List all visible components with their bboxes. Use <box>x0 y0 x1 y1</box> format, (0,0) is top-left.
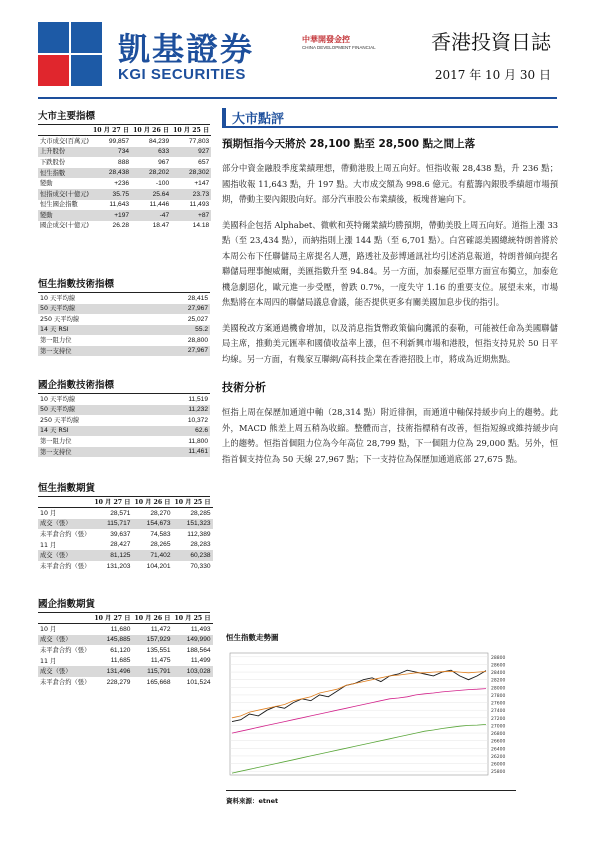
row-value: 145,885 <box>92 635 132 646</box>
row-value: 26.28 <box>112 222 130 230</box>
report-date: 2017 年 10 月 30 日 <box>434 68 551 82</box>
table-row <box>38 656 213 667</box>
hsi-futures-table <box>38 497 213 572</box>
row-value: 25.64 <box>131 189 171 200</box>
hsi-technical-block <box>38 276 210 356</box>
market-commentary-band <box>222 108 558 128</box>
row-value: 77,803 <box>189 137 210 145</box>
row-label: 變動 <box>38 210 91 221</box>
row-label: 第一阻力位 <box>40 336 72 344</box>
row-value: 81,125 <box>92 550 132 561</box>
table-row <box>38 394 210 405</box>
kgi-logo <box>38 22 102 86</box>
row-value: 28,283 <box>190 541 211 549</box>
table-row <box>38 314 210 325</box>
market-indicators-block <box>38 108 210 231</box>
row-value: 115,791 <box>132 666 172 677</box>
row-label: 250 天平均線 <box>40 416 80 424</box>
row-label: 下跌股份 <box>40 158 66 166</box>
row-value: 633 <box>131 147 171 158</box>
y-tick-label: 28200 <box>491 678 506 684</box>
table-header-date: 10 月 25 日 <box>171 125 211 136</box>
row-value: +147 <box>194 179 210 187</box>
market-commentary-title: 大市點評 <box>232 112 285 127</box>
row-value: 99,857 <box>108 137 130 145</box>
row-value: 28,302 <box>171 168 211 179</box>
row-label: 未平倉合約（張） <box>40 646 91 654</box>
y-tick-label: 28600 <box>491 663 506 669</box>
y-tick-label: 26600 <box>491 739 506 745</box>
row-label: 大市成交(百萬元) <box>40 137 89 145</box>
row-value: 11,499 <box>190 657 211 665</box>
table-row <box>38 157 211 168</box>
y-tick-label: 26400 <box>491 747 506 753</box>
row-value: 103,028 <box>173 666 213 677</box>
row-label: 14 天 RSI <box>38 426 148 437</box>
table-row <box>38 415 210 426</box>
table-row <box>38 666 213 677</box>
row-label: 第一支持位 <box>38 346 148 357</box>
row-label: 11 月 <box>40 541 57 549</box>
table-header-date: 10 月 26 日 <box>132 613 172 624</box>
table-row <box>38 335 210 346</box>
chart-title: 恒生指數走勢圖 <box>226 633 279 642</box>
row-label: 第一支持位 <box>38 447 148 458</box>
row-value: 71,402 <box>132 550 172 561</box>
table-row <box>38 677 213 688</box>
table-row <box>38 645 213 656</box>
row-label: 14 天 RSI <box>38 325 148 336</box>
table-row <box>38 168 211 179</box>
chart-footer-divider <box>226 790 516 791</box>
table-row <box>38 136 211 147</box>
table-row <box>38 436 210 447</box>
row-value: 115,717 <box>92 519 132 530</box>
market-indicators-title: 大市主要指標 <box>38 108 210 125</box>
y-tick-label: 28800 <box>491 655 506 661</box>
row-value: 157,929 <box>132 635 172 646</box>
table-row <box>38 210 211 221</box>
technical-analysis-paragraph: 恒指上周在保歷加通道中軸（28,314 點）附近徘徊，而通道中軸保持緩步向上的趨勢。此外，MACD 熊差上周五稍為收縮。整體而言，技術指標稍有改善，恒指短線或維持緩步向上的趨勢。恒指首個阻力位為今年高位 28,799 點，下一個阻力位為 29,000 點。另外，恒指首個支持位為 50 天線 27,967 點；下一支持位為保歷加通道底部 27,675 點。 <box>222 407 558 464</box>
table-row <box>38 200 211 211</box>
row-value: -100 <box>155 179 170 187</box>
row-value: 11,680 <box>110 625 131 633</box>
row-value: 104,201 <box>146 562 171 570</box>
row-label: 上升股份 <box>38 147 91 158</box>
row-value: +87 <box>171 210 211 221</box>
row-value: 27,967 <box>148 304 210 315</box>
row-value: 888 <box>118 158 130 166</box>
table-row <box>38 426 210 437</box>
row-label: 第一阻力位 <box>40 437 72 445</box>
header-divider <box>38 97 557 99</box>
y-tick-label: 27000 <box>491 724 506 730</box>
row-value: 61,120 <box>110 646 131 654</box>
logo-block <box>38 55 69 86</box>
row-value: 28,285 <box>190 509 211 517</box>
row-label: 未平倉合約（張） <box>40 530 91 538</box>
row-value: 11,493 <box>190 625 211 633</box>
commentary-paragraph: 部分中資金融股季度業績理想，帶動港股上周五向好。恒指收報 28,438 點，升 236 點；國指收報 11,643 點，升 197 點。大市成交額為 998.6 億元。有藍籌內銀股季績超市場預期，帶動主要內銀股向好。部分汽車股公布業績後，板塊普遍向下。 <box>222 163 558 204</box>
y-tick-label: 25800 <box>491 770 506 776</box>
table-row <box>38 346 210 357</box>
row-label: 10 月 <box>40 625 57 633</box>
report-title: 香港投資日誌 <box>431 30 551 54</box>
hsi-technical-table <box>38 293 210 356</box>
table-row <box>38 540 213 551</box>
row-value: 131,496 <box>92 666 132 677</box>
row-label: 250 天平均線 <box>40 315 80 323</box>
table-row <box>38 325 210 336</box>
row-label: 50 天平均線 <box>38 405 148 416</box>
y-tick-label: 28400 <box>491 671 506 677</box>
row-value: +197 <box>91 210 131 221</box>
brand-name-en: KGI SECURITIES <box>118 66 246 83</box>
table-row <box>38 624 213 635</box>
hscei-technical-table <box>38 394 210 457</box>
table-row <box>38 221 211 232</box>
hscei-futures-block <box>38 596 210 688</box>
row-value: 14.18 <box>192 222 210 230</box>
y-tick-label: 26800 <box>491 732 506 738</box>
row-value: 657 <box>198 158 210 166</box>
row-label: 恒指成交(十億元) <box>40 190 89 198</box>
row-label: 10 天平均線 <box>40 395 76 403</box>
table-header-date: 10 月 26 日 <box>132 497 172 508</box>
row-value: 11,232 <box>148 405 210 416</box>
row-label: 10 天平均線 <box>40 294 76 302</box>
hscei-technical-title: 國企指數技術指標 <box>38 377 210 394</box>
hscei-technical-block <box>38 377 210 457</box>
table-row <box>38 635 213 646</box>
table-row <box>38 519 213 530</box>
row-value: 165,668 <box>146 678 171 686</box>
row-label: 未平倉合約（張） <box>40 678 91 686</box>
chart-plot <box>226 643 522 781</box>
y-tick-label: 28000 <box>491 686 506 692</box>
row-label: 變動 <box>40 180 53 188</box>
row-value: 28,800 <box>187 336 208 344</box>
row-value: 131,203 <box>106 562 131 570</box>
row-label: 恒生國企指數 <box>40 201 78 209</box>
row-label: 11 月 <box>40 657 57 665</box>
row-value: 11,643 <box>109 201 130 209</box>
row-value: 228,279 <box>106 678 131 686</box>
table-row <box>38 405 210 416</box>
logo-block <box>71 22 102 53</box>
row-value: 11,493 <box>189 201 210 209</box>
row-value: 62.6 <box>148 426 210 437</box>
table-header-date: 10 月 25 日 <box>173 497 213 508</box>
y-tick-label: 27600 <box>491 701 506 707</box>
hscei-futures-table <box>38 613 213 688</box>
table-row <box>38 561 213 572</box>
row-label: 成交（張） <box>38 550 92 561</box>
row-value: 10,372 <box>187 416 208 424</box>
row-value: 11,446 <box>149 201 170 209</box>
table-header-blank <box>38 497 92 508</box>
row-value: 734 <box>91 147 131 158</box>
row-value: 135,551 <box>146 646 171 654</box>
brand-name-cn: 凱基證券 <box>118 30 255 68</box>
row-value: 74,583 <box>150 530 171 538</box>
row-value: 28,427 <box>110 541 131 549</box>
row-value: 28,265 <box>150 541 171 549</box>
row-value: 11,461 <box>148 447 210 458</box>
table-header-date: 10 月 27 日 <box>92 497 132 508</box>
row-value: 112,389 <box>187 530 211 538</box>
table-row <box>38 550 213 561</box>
table-header-date: 10 月 27 日 <box>92 613 132 624</box>
row-value: 149,990 <box>173 635 213 646</box>
row-value: 188,564 <box>186 646 211 654</box>
table-row <box>38 529 213 540</box>
logo-block <box>38 22 69 53</box>
row-value: 84,239 <box>148 137 170 145</box>
row-value: 39,637 <box>110 530 131 538</box>
y-tick-label: 27800 <box>491 693 506 699</box>
row-value: 60,238 <box>173 550 213 561</box>
chart-source: 資料來源：etnet <box>226 797 279 805</box>
row-value: 11,685 <box>110 657 131 665</box>
row-value: 11,475 <box>150 657 171 665</box>
hsi-chart <box>226 632 522 782</box>
table-header-date: 10 月 26 日 <box>131 125 171 136</box>
table-row <box>38 293 210 304</box>
parent-company-en: CHINA DEVELOPMENT FINANCIAL <box>302 45 376 50</box>
table-row <box>38 147 211 158</box>
row-value: 70,330 <box>190 562 211 570</box>
y-tick-label: 26000 <box>491 762 506 768</box>
market-indicators-table <box>38 125 211 231</box>
row-value: 27,967 <box>148 346 210 357</box>
table-header-date: 10 月 27 日 <box>91 125 131 136</box>
row-value: 11,472 <box>150 625 171 633</box>
row-label: 成交（張） <box>38 635 92 646</box>
hsi-futures-block <box>38 480 210 572</box>
hsi-futures-title: 恒生指數期貨 <box>38 480 210 497</box>
row-label: 恒生指數 <box>38 168 91 179</box>
row-label: 成交（張） <box>38 666 92 677</box>
row-value: 55.2 <box>148 325 210 336</box>
row-label: 國企成交(十億元) <box>40 222 89 230</box>
row-value: 11,519 <box>188 395 208 403</box>
logo-block <box>71 55 102 86</box>
row-value: 11,800 <box>188 437 208 445</box>
commentary-paragraph: 美國科企包括 Alphabet、微軟和英特爾業績均勝預期，帶動美股上周五向好。道指上漲 33 點（至 23,434 點），而納指則上漲 144 點（至 6,701 點）。白宮確認美國總統特朗普將於本周公布下任聯儲局主席提名人選，路透社及彭博通訊社均引述消息報道，特朗普傾向提名聯儲局理事鮑威爾，美匯指數升至 94.84。另一方面，加泰羅尼亞單方面宣布獨立，加泰危機急劇惡化，歐元進一步受壓，曾跌 0.7%，一度失守 1.16 的重要支位。展望未來，市場焦點將在本周四的聯儲局議息會議，能否提供更多有關美國加息步伐的指引。 <box>222 219 558 307</box>
y-tick-label: 27200 <box>491 716 506 722</box>
row-value: 28,415 <box>187 294 208 302</box>
row-value: 25,027 <box>187 315 208 323</box>
table-row <box>38 447 210 458</box>
y-tick-label: 27400 <box>491 709 506 715</box>
table-header-blank <box>38 125 91 136</box>
row-value: 18.47 <box>152 222 170 230</box>
row-label: 10 月 <box>40 509 57 517</box>
row-value: 154,673 <box>132 519 172 530</box>
y-tick-label: 26200 <box>491 754 506 760</box>
table-header-blank <box>38 613 92 624</box>
row-value: 28,571 <box>110 509 131 517</box>
row-value: 35.75 <box>91 189 131 200</box>
commentary-headline: 預期恒指今天將於 28,100 點至 28,500 點之間上落 <box>222 138 476 150</box>
row-label: 成交（張） <box>38 519 92 530</box>
row-value: 28,202 <box>131 168 171 179</box>
commentary-column <box>222 108 558 467</box>
row-value: 101,524 <box>186 678 211 686</box>
row-value: 967 <box>158 158 170 166</box>
table-header-date: 10 月 25 日 <box>173 613 213 624</box>
row-value: 23.73 <box>171 189 211 200</box>
row-value: 927 <box>171 147 211 158</box>
hscei-futures-title: 國企指數期貨 <box>38 596 210 613</box>
hsi-technical-title: 恒生指數技術指標 <box>38 276 210 293</box>
table-row <box>38 508 213 519</box>
row-label: 未平倉合約（張） <box>40 562 91 570</box>
table-row <box>38 304 210 315</box>
row-value: +236 <box>114 179 130 187</box>
technical-analysis-title: 技術分析 <box>222 381 266 394</box>
table-row <box>38 189 211 200</box>
row-value: 151,323 <box>173 519 213 530</box>
table-row <box>38 178 211 189</box>
parent-company-cn: 中華開發金控 <box>302 35 350 44</box>
row-value: 28,270 <box>150 509 171 517</box>
row-label: 50 天平均線 <box>38 304 148 315</box>
row-value: -47 <box>131 210 171 221</box>
commentary-paragraph: 美國稅改方案通過機會增加，以及消息指貨幣政策偏向鷹派的泰勒，可能被任命為美國聯儲局主席，推動美元匯率和國債收益率上漲，但不利新興市場和港股，恒指支持見於 50 日平均線。另一方面，有幾家互聯網/高科技企業在香港招股上市，將成為近期焦點。 <box>222 322 558 364</box>
row-value: 28,438 <box>91 168 131 179</box>
